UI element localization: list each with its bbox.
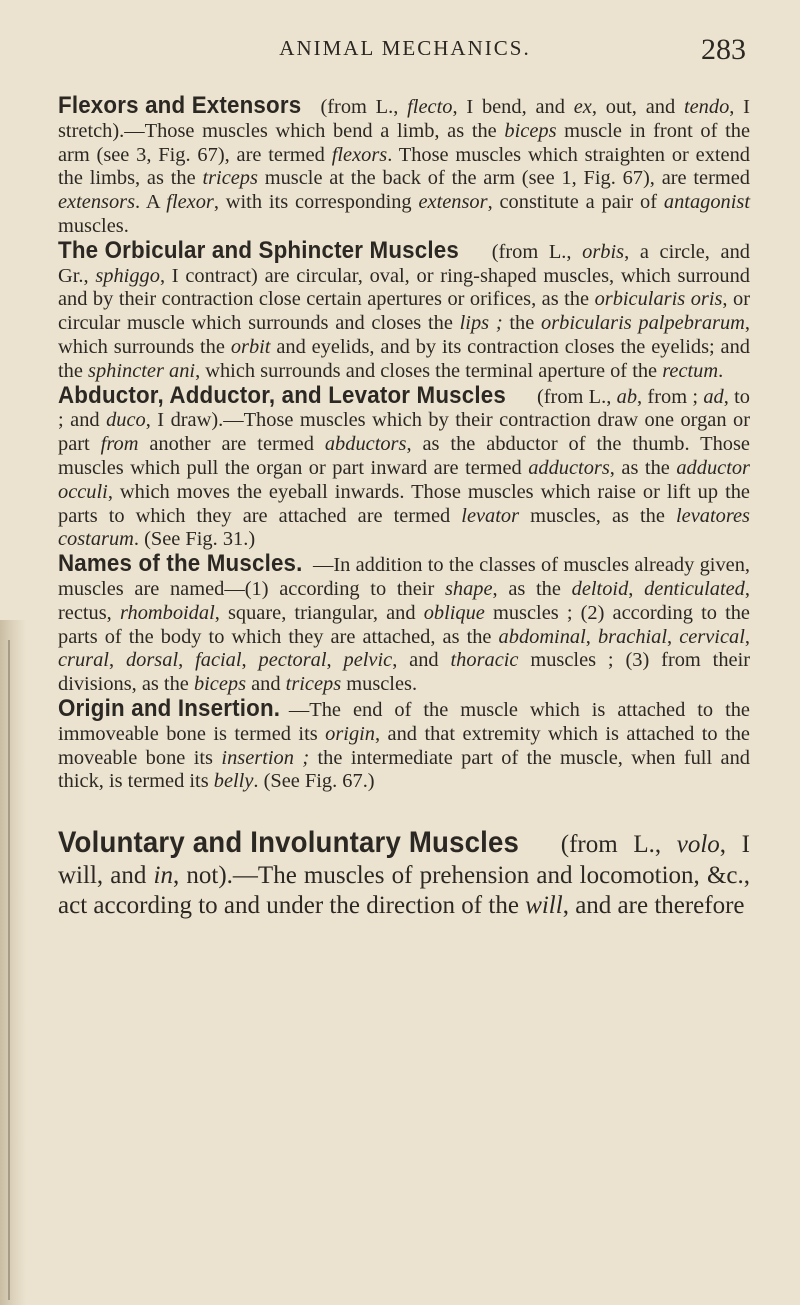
text: muscles ; (3) from their divisions, as the (58, 649, 751, 696)
italic-term: levatores costarum (58, 504, 750, 551)
text: another are termed (138, 433, 325, 456)
text: , or circular muscle which surrounds and closes the (58, 288, 750, 335)
italic-term: oblique (423, 601, 485, 624)
italic-term: extensors (58, 191, 136, 214)
text: , I draw).—Those muscles which by their contraction draw one organ or part (58, 409, 751, 456)
text: , I contract) are circular, oval, or ring-shaped muscles, which surround and by their contraction close certain apertures or orifices, as the (58, 264, 750, 311)
text: , (178, 649, 196, 672)
italic-term: abductors (324, 433, 407, 456)
text: , which moves the eyeball inwards. Those muscles which raise or lift up the parts to which they are attached are termed (58, 480, 750, 527)
italic-term: orbicularis oris (594, 288, 723, 311)
text: , (585, 625, 598, 648)
text: , out, and (591, 96, 684, 118)
binding-shadow (0, 620, 26, 1305)
page-body (58, 94, 750, 922)
text: muscles. (341, 673, 418, 696)
italic-term: antagonist (663, 191, 750, 214)
text: , not).—The muscles of prehension and locomotion, &c., act according to and under the direction of the (58, 861, 750, 920)
italic-term: denticulated (644, 577, 745, 600)
section-heading: Names of the Muscles. (58, 550, 303, 578)
page-header (60, 33, 750, 80)
italic-term: flexor (166, 191, 214, 214)
italic-term: lips ; (459, 312, 503, 335)
running-head: ANIMAL MECHANICS. (279, 36, 531, 60)
text: , as the (609, 456, 677, 479)
text: muscles ; (2) according to the parts of the body to which they are attached, as the (58, 601, 750, 648)
text: , (744, 625, 750, 648)
italic-term: flexors (331, 143, 388, 166)
text: . Those muscles which straighten or extend the limbs, as the (58, 143, 750, 190)
italic-term: extensor (418, 191, 488, 214)
text: the intermediate part of the muscle, when full and thick, is termed its (58, 746, 750, 793)
italic-term: sphiggo (95, 264, 160, 287)
paragraph-flexors-extensors (58, 94, 750, 239)
text: (from L., (481, 240, 583, 263)
italic-term: triceps (202, 167, 258, 190)
italic-term: triceps (285, 673, 342, 696)
page-number: 283 (701, 33, 746, 66)
italic-term: pectoral (258, 649, 327, 672)
italic-term: levator (461, 504, 520, 527)
italic-term: biceps (193, 673, 247, 696)
text: , (667, 625, 680, 648)
text: muscle at the back of the arm (see 1, Fig. 67), are termed (257, 167, 750, 190)
text: , I stretch).—Those muscles which bend a limb, as the (58, 96, 750, 142)
section-heading: Flexors and Extensors (58, 92, 302, 119)
italic-term: belly (213, 770, 254, 793)
text: muscles. (58, 214, 129, 237)
section-heading: Voluntary and Involuntary Muscles (58, 826, 520, 860)
binding-edge (8, 640, 10, 1300)
paragraph-voluntary-involuntary (58, 828, 750, 922)
text: , and that extremity which is attached to the moveable bone its (58, 722, 750, 769)
italic-term: sphincter ani (88, 359, 196, 382)
text: , as the (492, 577, 572, 600)
text: . (See Fig. 67.) (253, 770, 375, 793)
text: muscle in front of the arm (see 3, Fig. 67), are termed (58, 119, 750, 166)
text: , with its corresponding (213, 191, 419, 214)
section-heading: Origin and Insertion. (58, 694, 281, 722)
italic-term: rhomboidal (119, 601, 215, 624)
italic-term: adductors (528, 456, 610, 479)
italic-term: brachial (597, 625, 668, 648)
italic-term: flecto (407, 96, 453, 118)
text: , as the abductor of the thumb. Those muscles which pull the organ or part inward are termed (58, 433, 750, 479)
text: , constitute a pair of (487, 191, 664, 214)
paragraph-orbicular-sphincter (58, 236, 750, 384)
italic-term: tendo (683, 96, 730, 118)
italic-term: origin (325, 722, 376, 745)
italic-term: ex (573, 96, 592, 118)
text: and eyelids, and by its contraction closes the eyelids; and the (58, 335, 750, 382)
section-gap (58, 794, 750, 828)
text: . (718, 359, 724, 382)
italic-term: in (153, 861, 173, 889)
text: (from L., (311, 96, 408, 118)
italic-term: rectum (662, 359, 719, 382)
text: —In addition to the classes of muscles already given, muscles are named—(1) according to their (58, 554, 750, 600)
text: (from L., (545, 831, 677, 859)
italic-term: biceps (504, 119, 557, 142)
italic-term: pelvic (343, 649, 393, 672)
italic-term: duco (106, 409, 146, 432)
text: (from L., (531, 385, 617, 408)
text: , I will, and (58, 831, 751, 889)
italic-term: orbicularis palpebrarum (541, 312, 745, 335)
text: , (628, 577, 645, 600)
italic-term: abdominal (498, 625, 586, 648)
italic-term: cervical (679, 625, 745, 648)
text: , and (392, 649, 451, 672)
text: , rectus, (58, 577, 750, 624)
italic-term: orbit (230, 335, 271, 358)
paragraph-names-of-muscles (58, 552, 750, 697)
italic-term: shape (444, 577, 493, 600)
italic-term: ad (703, 385, 724, 408)
paragraph-origin-insertion (58, 694, 750, 794)
italic-term: volo (676, 831, 720, 859)
italic-term: crural (58, 649, 109, 672)
text: , which surrounds the (58, 312, 750, 358)
italic-term: orbis (582, 240, 625, 263)
italic-term: will (525, 892, 563, 920)
text: , which surrounds and closes the terminal aperture of the (195, 359, 663, 382)
text: , I bend, and (452, 96, 574, 118)
italic-term: adductor occuli (58, 456, 750, 503)
text: and (246, 673, 286, 696)
text: , (326, 649, 344, 672)
text: , from ; (637, 385, 704, 408)
italic-term: dorsal (125, 649, 179, 672)
text: , (241, 649, 259, 672)
text: , to ; and (58, 385, 750, 432)
italic-term: thoracic (450, 649, 519, 672)
text: , (108, 649, 126, 672)
text: muscles, as the (519, 504, 676, 527)
text: . A (135, 191, 167, 214)
text: , and are therefore (562, 892, 745, 920)
text: . (See Fig. 31.) (133, 528, 256, 551)
italic-term: facial (195, 649, 242, 672)
section-heading: Abductor, Adductor, and Levator Muscles (58, 381, 506, 409)
section-heading: The Orbicular and Sphincter Muscles (58, 236, 459, 264)
text: , a circle, and Gr., (58, 240, 750, 287)
paragraph-abductor-adductor-levator (58, 381, 751, 553)
text: the (502, 312, 542, 335)
text: , square, triangular, and (214, 601, 424, 624)
italic-term: deltoid (571, 577, 629, 600)
italic-term: from (100, 433, 139, 456)
italic-term: ab (616, 385, 638, 408)
italic-term: insertion ; (221, 746, 310, 769)
text: —The end of the muscle which is attached to the immoveable bone is termed its (58, 698, 750, 745)
